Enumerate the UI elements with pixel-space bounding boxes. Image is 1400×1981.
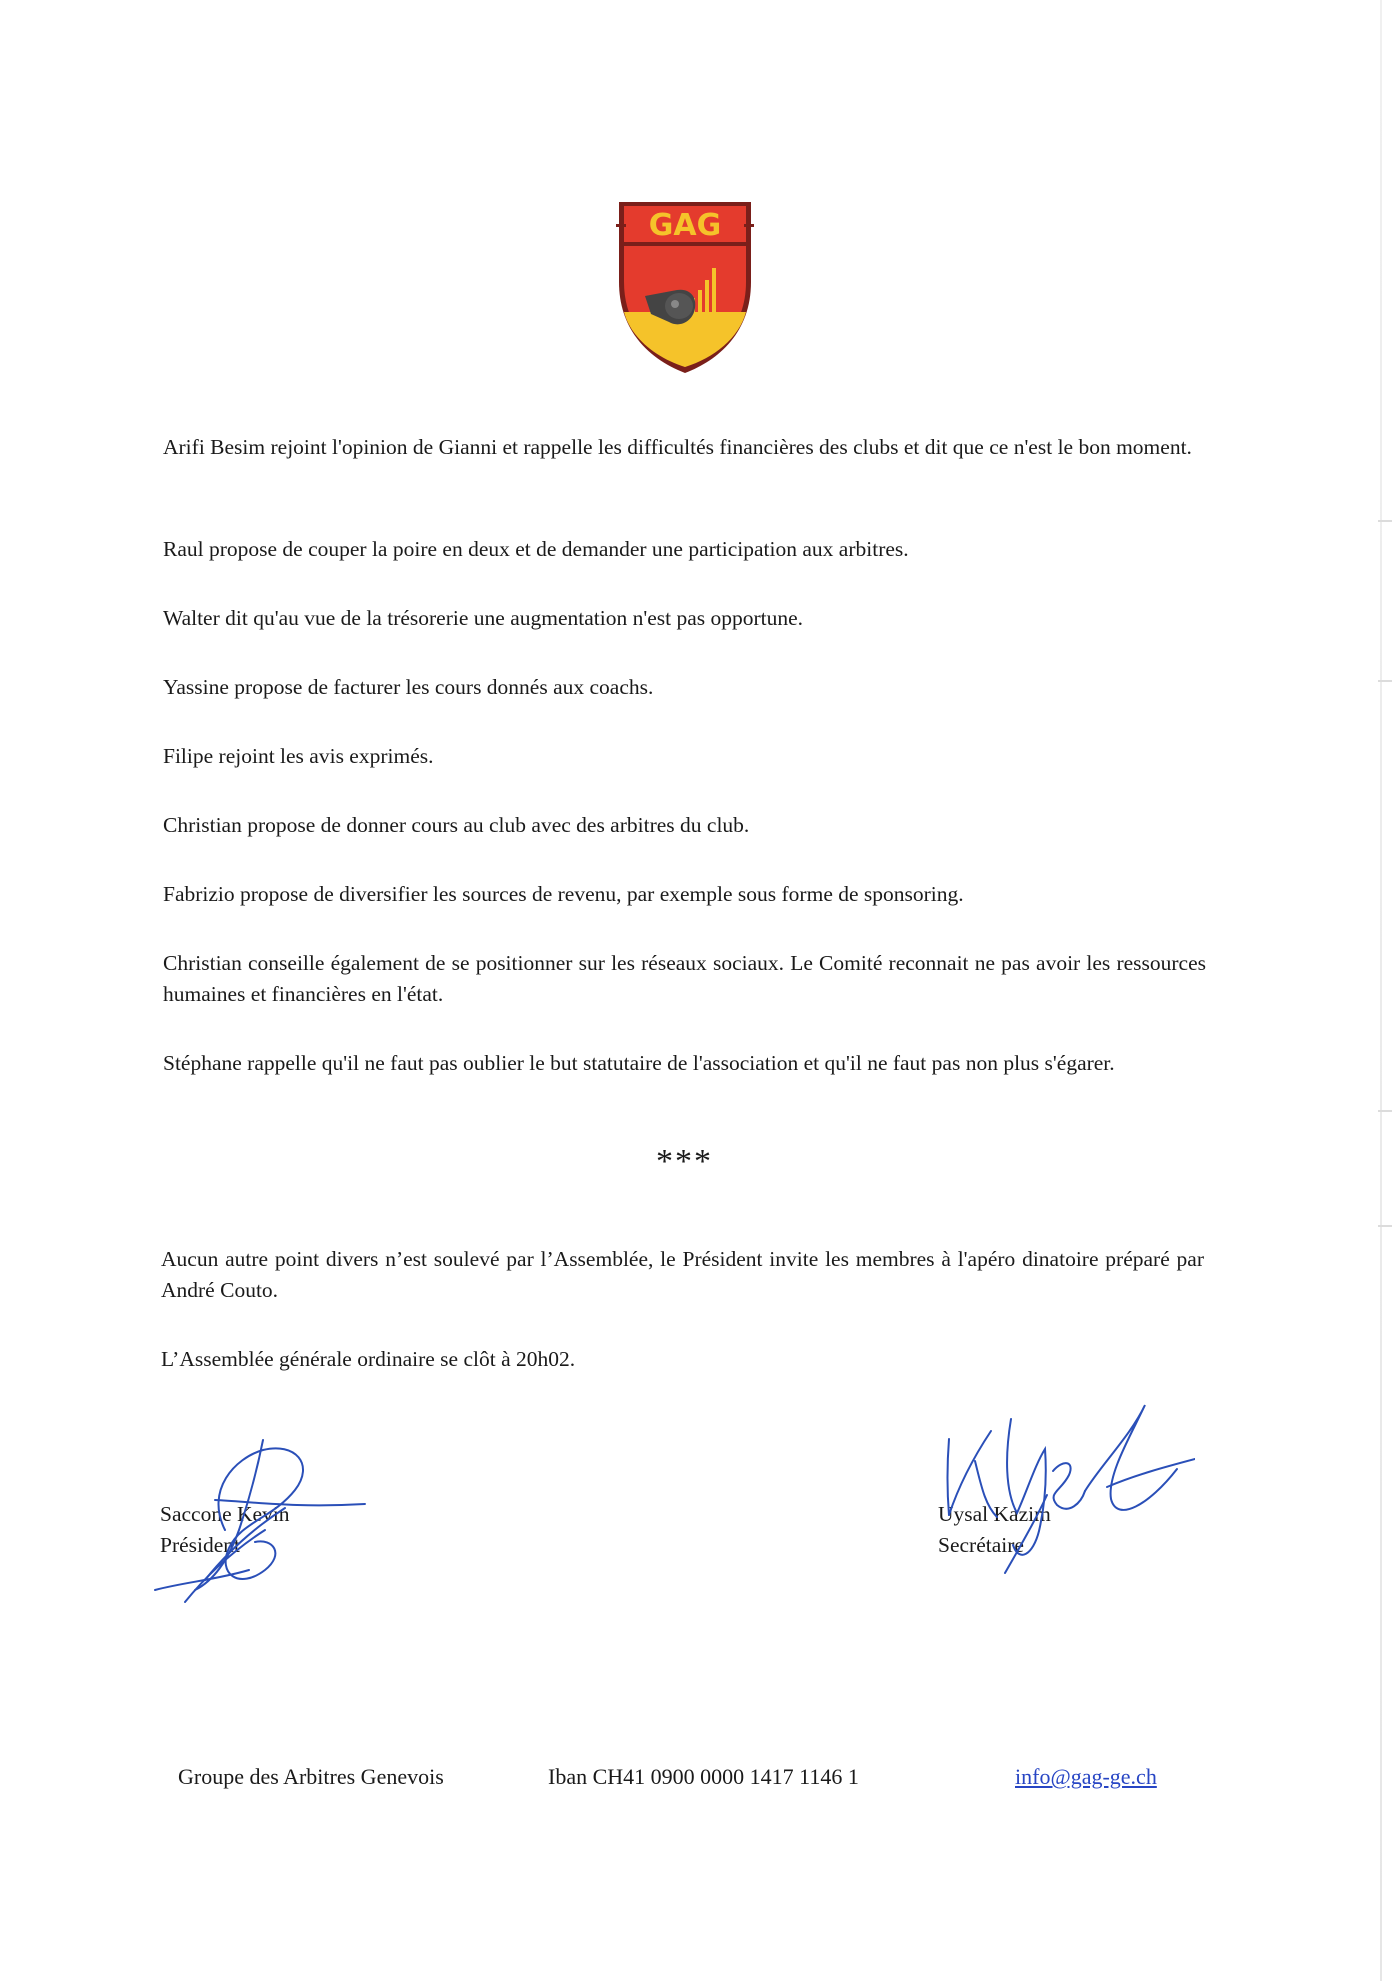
paragraph-raul: Raul propose de couper la poire en deux et de demander une participation aux arbitres. [163, 537, 909, 561]
president-name: Saccone Kevin [160, 1502, 290, 1526]
logo-text: GAG [648, 208, 722, 243]
secretary-role: Secrétaire [938, 1533, 1024, 1557]
paragraph-end-time: L’Assemblée générale ordinaire se clôt à 20h02. [161, 1347, 576, 1371]
scan-edge [1380, 0, 1382, 1981]
footer-organization: Groupe des Arbitres Genevois [178, 1764, 444, 1789]
president-role: Président [160, 1533, 241, 1557]
secretary-name: Uysal Kazim [938, 1502, 1051, 1526]
secretary-signature [935, 1395, 1195, 1575]
scan-tick [1378, 1110, 1392, 1112]
president-signature [145, 1430, 375, 1610]
scan-tick [1378, 520, 1392, 522]
paragraph-christian-2: Christian conseille également de se positionner sur les réseaux sociaux. Le Comité reconnait ne pas avoir les ressources humaines et financières en l'état. [163, 951, 1206, 1006]
scan-tick [1378, 1225, 1392, 1227]
gag-logo [615, 200, 755, 375]
paragraph-walter: Walter dit qu'au vue de la trésorerie une augmentation n'est pas opportune. [163, 606, 804, 630]
section-separator: *** [656, 1143, 713, 1180]
scan-tick [1378, 680, 1392, 682]
paragraph-arifi: Arifi Besim rejoint l'opinion de Gianni et rappelle les difficultés financières des clubs et dit que ce n'est le bon moment. [163, 435, 1192, 459]
paragraph-yassine: Yassine propose de facturer les cours donnés aux coachs. [163, 675, 654, 699]
paragraph-stephane: Stéphane rappelle qu'il ne faut pas oublier le but statutaire de l'association et qu'il ne faut pas non plus s'égarer. [163, 1051, 1115, 1075]
paragraph-fabrizio: Fabrizio propose de diversifier les sources de revenu, par exemple sous forme de sponsoring. [163, 882, 964, 906]
footer-iban: Iban CH41 0900 0000 1417 1146 1 [548, 1764, 859, 1789]
paragraph-closing: Aucun autre point divers n’est soulevé par l’Assemblée, le Président invite les membres à l'apéro dinatoire préparé par André Couto. [161, 1247, 1204, 1302]
footer-email-link[interactable]: info@gag-ge.ch [1015, 1764, 1157, 1789]
paragraph-filipe: Filipe rejoint les avis exprimés. [163, 744, 434, 768]
paragraph-christian-1: Christian propose de donner cours au club avec des arbitres du club. [163, 813, 750, 837]
